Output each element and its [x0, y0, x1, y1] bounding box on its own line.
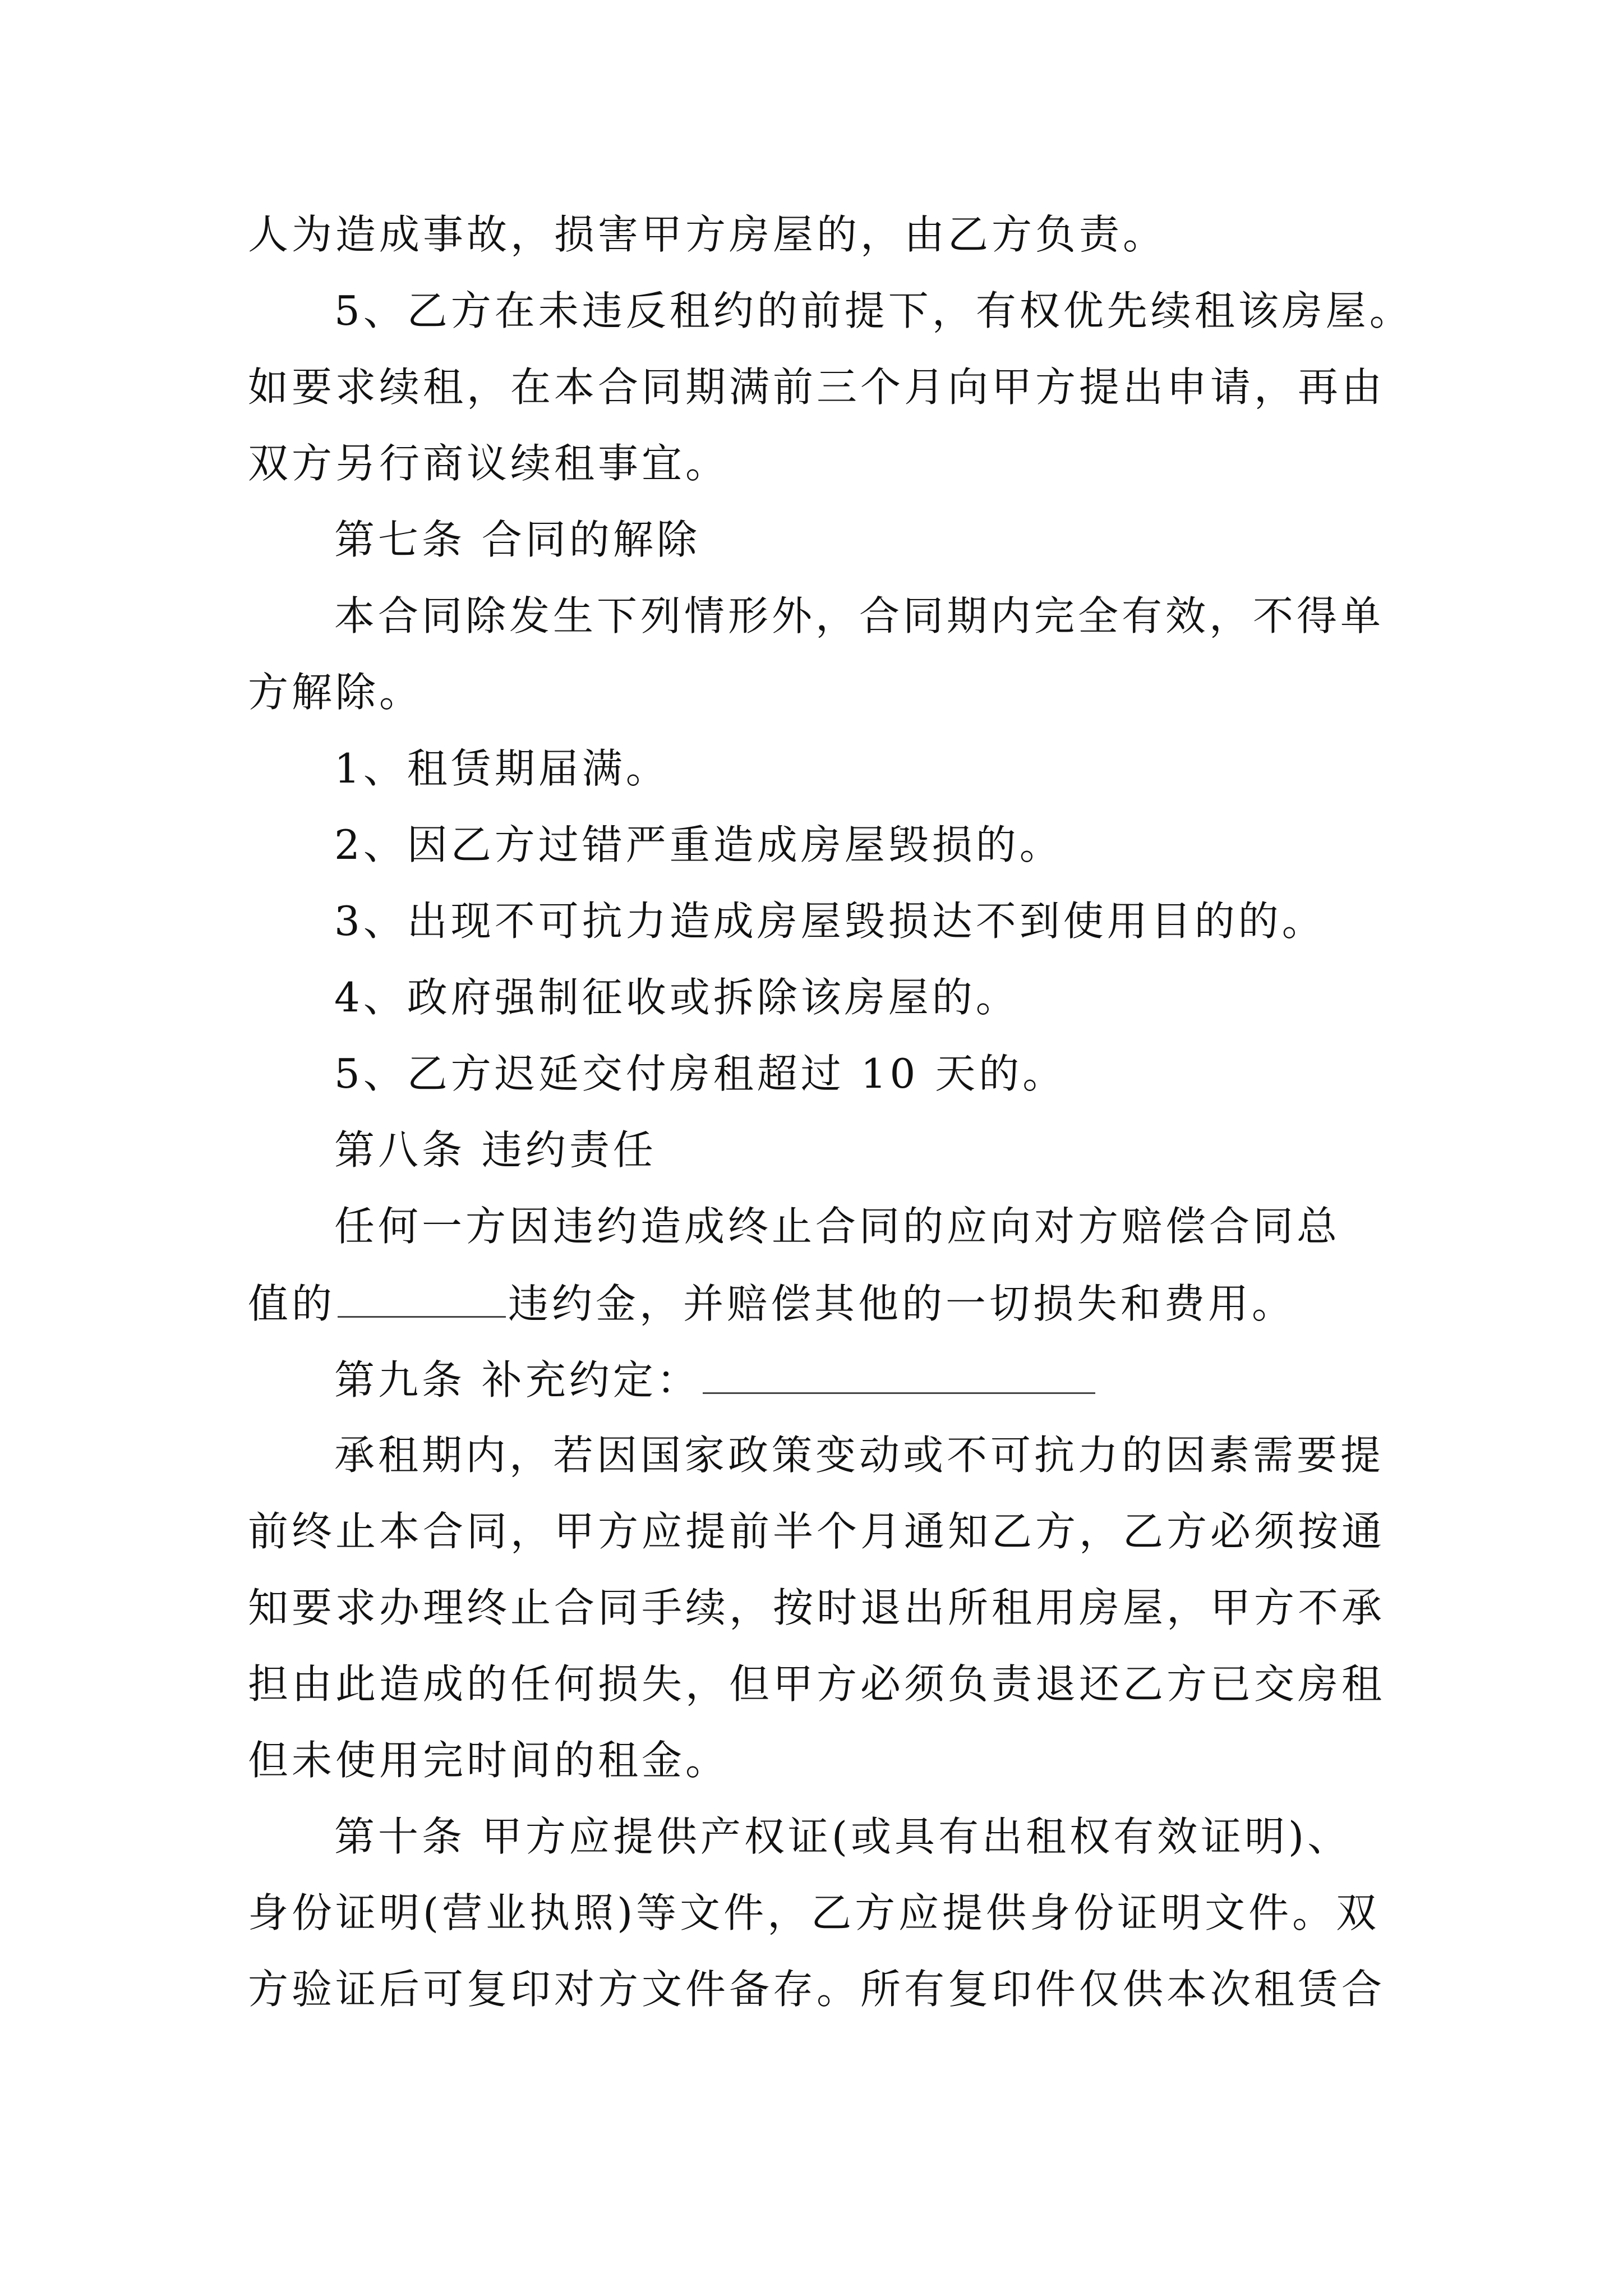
line-text-before-blank: 值的 — [248, 1280, 336, 1327]
section-heading-7: 第七条 合同的解除 — [334, 516, 700, 563]
paragraph-line: 担由此造成的任何损失，但甲方必须负责退还乙方已交房租 — [248, 1660, 1386, 1708]
list-item: 3、出现不可抗力造成房屋毁损达不到使用目的的。 — [334, 898, 1326, 945]
list-item: 4、政府强制征收或拆除该房屋的。 — [334, 974, 1020, 1021]
list-item: 5、乙方迟延交付房租超过 10 天的。 — [334, 1050, 1067, 1097]
paragraph-line: 身份证明(营业执照)等文件，乙方应提供身份证明文件。双 — [248, 1889, 1380, 1936]
paragraph-line: 方解除。 — [248, 669, 423, 716]
list-item: 2、因乙方过错严重造成房屋毁损的。 — [334, 821, 1063, 868]
line-text-after-blank: 违约金，并赔偿其他的一切损失和费用。 — [508, 1280, 1296, 1327]
section-heading-8: 第八条 违约责任 — [334, 1126, 657, 1174]
paragraph-line: 知要求办理终止合同手续，按时退出所租用房屋，甲方不承 — [248, 1584, 1386, 1631]
paragraph-line: 方验证后可复印对方文件备存。所有复印件仅供本次租赁合 — [248, 1966, 1386, 2013]
contract-body — [248, 196, 1420, 2027]
paragraph-line: 5、乙方在未违反租约的前提下，有权优先续租该房屋。 — [334, 287, 1413, 334]
section-heading-9 — [248, 1341, 1420, 1417]
paragraph-line: 人为造成事故，损害甲方房屋的，由乙方负责。 — [248, 211, 1167, 258]
paragraph-line: 但未使用完时间的租金。 — [248, 1737, 730, 1784]
paragraph-line: 任何一方因违约造成终止合同的应向对方赔偿合同总 — [334, 1203, 1341, 1250]
paragraph-line: 本合同除发生下列情形外，合同期内完全有效，不得单 — [334, 592, 1385, 639]
paragraph-line: 前终止本合同，甲方应提前半个月通知乙方，乙方必须按通 — [248, 1508, 1386, 1555]
section-heading-10: 第十条 甲方应提供产权证(或具有出租权有效证明)、 — [334, 1813, 1352, 1860]
list-item: 1、租赁期届满。 — [334, 745, 670, 792]
paragraph-line — [248, 1264, 1420, 1341]
paragraph-line: 承租期内，若因国家政策变动或不可抗力的因素需要提 — [334, 1432, 1385, 1479]
paragraph-line: 双方另行商议续租事宜。 — [248, 440, 730, 487]
fill-in-blank — [703, 1341, 1095, 1394]
section-heading-text: 第九条 补充约定： — [334, 1356, 700, 1404]
paragraph-line: 如要求续租，在本合同期满前三个月向甲方提出申请，再由 — [248, 364, 1386, 411]
fill-in-blank — [338, 1264, 506, 1318]
